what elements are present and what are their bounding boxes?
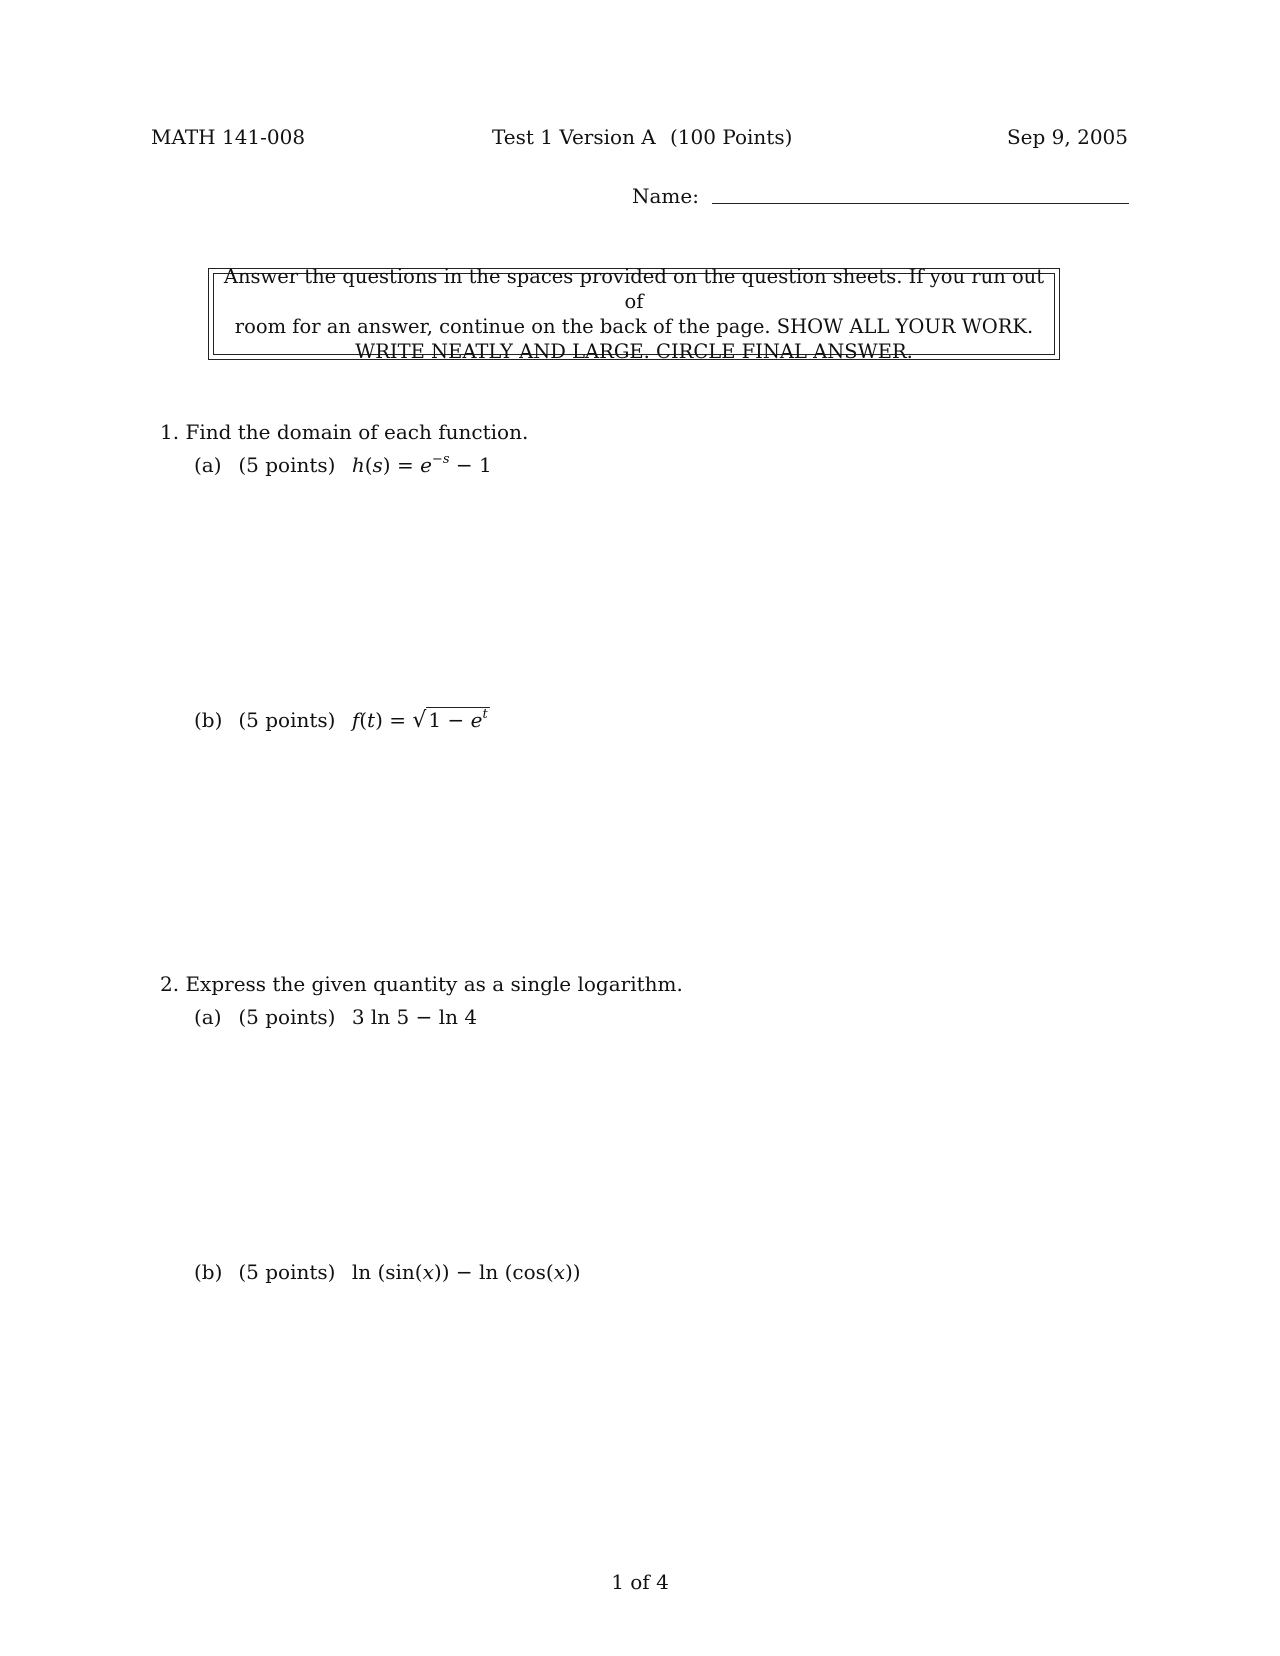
instructions-line-1: Answer the questions in the spaces provided on the question sheets. If you run out of <box>223 265 1045 313</box>
part-math: 3 ln 5 − ln 4 <box>351 1005 478 1029</box>
question-1a <box>194 453 492 477</box>
question-number: 1. <box>160 420 180 444</box>
part-math: f(t) = √ $1 - e^t$ <box>351 707 488 733</box>
page-number: 1 of 4 <box>611 1570 669 1594</box>
name-field-line <box>712 203 1129 204</box>
instructions-inner-box <box>213 265 1055 363</box>
part-label: (b) <box>194 1260 223 1284</box>
part-points: (5 points) <box>238 708 336 732</box>
part-label: (a) <box>194 1005 222 1029</box>
question-1 <box>160 420 528 444</box>
name-label: Name: <box>632 184 699 208</box>
part-math: $h(s) = e^{-s} - 1$ <box>351 452 492 477</box>
part-points: (5 points) <box>238 1260 336 1284</box>
part-points: (5 points) <box>238 1005 336 1029</box>
course-code: MATH 141-008 <box>151 125 306 149</box>
total-points: (100 Points) <box>670 125 793 149</box>
instructions-box <box>208 265 1060 363</box>
part-label: (b) <box>194 708 223 732</box>
instructions-line-3: WRITE NEATLY AND LARGE. CIRCLE FINAL ANSWER. <box>355 340 913 363</box>
question-prompt: Find the domain of each function. <box>185 420 529 444</box>
test-title: Test 1 Version A <box>492 125 656 149</box>
question-1b <box>194 708 490 733</box>
question-2 <box>160 972 683 996</box>
question-2a <box>194 1005 477 1029</box>
question-number: 2. <box>160 972 180 996</box>
part-math: ln (sin(x)) − ln (cos(x)) <box>351 1260 581 1284</box>
question-prompt: Express the given quantity as a single logarithm. <box>185 972 683 996</box>
exam-date: Sep 9, 2005 <box>1006 125 1128 149</box>
question-2b <box>194 1260 581 1284</box>
part-label: (a) <box>194 453 222 477</box>
part-points: (5 points) <box>238 453 336 477</box>
instructions-line-2: room for an answer, continue on the back of the page. SHOW ALL YOUR WORK. <box>234 315 1034 338</box>
